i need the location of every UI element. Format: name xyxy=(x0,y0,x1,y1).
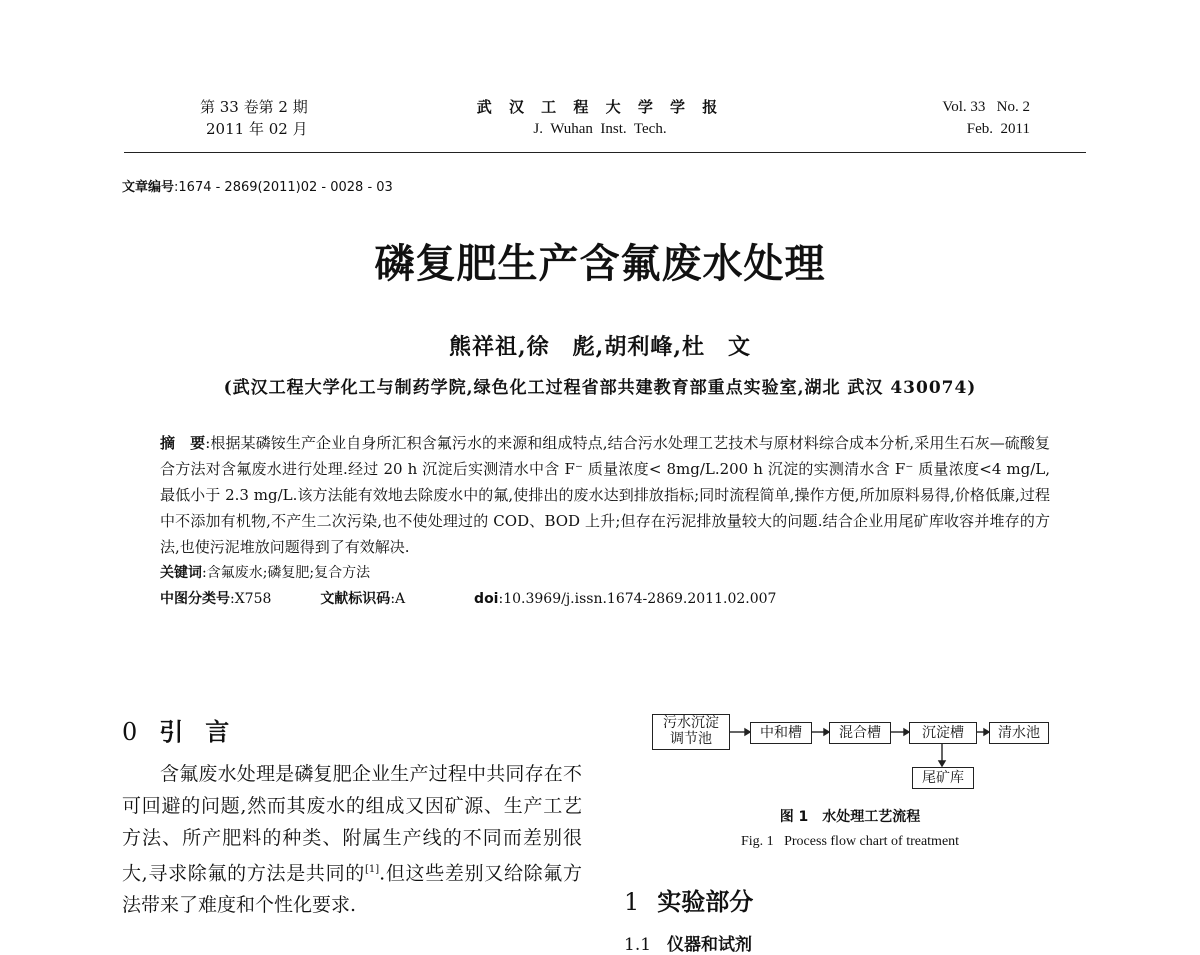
section-0-heading xyxy=(122,712,251,747)
section-1-title: 实验部分 xyxy=(657,888,754,916)
section-1-1-title: 仪器和试剂 xyxy=(667,935,753,955)
clc-label: 中图分类号 xyxy=(160,591,230,607)
keywords-value: :含氟废水;磷复肥;复合方法 xyxy=(202,565,371,581)
doi-value: :10.3969/j.issn.1674-2869.2011.02.007 xyxy=(498,591,777,607)
section-0-paragraph-text: 含氟废水处理是磷复肥企业生产过程中共同存在不可回避的问题,然而其废水的组成又因矿源、生产工艺方法、所产肥料的种类、附属生产线的不同而差别很大,寻求除氟的方法是共同的 xyxy=(122,763,582,885)
doc-code-value: :A xyxy=(390,591,406,607)
article-number xyxy=(122,176,393,195)
header-date-en: Feb. 2011 xyxy=(966,121,1030,137)
section-0-paragraph-end: .但这些差别又给除氟方法带来了难度和个性化要求. xyxy=(122,862,582,917)
flow-box-label: 中和槽 xyxy=(760,725,802,741)
abstract-text: :根据某磷铵生产企业自身所汇积含氟污水的来源和组成特点,结合污水处理工艺技术与原材料综合成本分析,采用生石灰—硫酸复合方法对含氟废水进行处理.经过 20 h 沉淀后实测清水中含 F⁻ 质量浓度< 8mg/L.200 h 沉淀的实测清水含 F⁻ 质量浓度<4 mg/L,最低小于 2.3 mg/L.该方法能有效地去除废水中的氟,使排出的废水达到排放指标;同时流程简单,操作方便,所加原料易得,价格低廉,过程中不添加有机物,不产生二次污染,也不使处理过的 COD、BOD 上升;但存在污泥排放量较大的问题.结合企业用尾矿库收容并堆存的方法,也使污泥堆放问题得到了有效解决. xyxy=(160,434,1050,556)
article-number-label: 文章编号 xyxy=(122,180,175,195)
section-1-heading xyxy=(624,882,753,917)
section-1-number: 1 xyxy=(624,888,640,916)
section-0-number: 0 xyxy=(122,718,138,746)
flow-box-label: 混合槽 xyxy=(839,725,881,741)
header-volume-cn-block xyxy=(200,96,308,140)
figure-1-caption-en: Fig. 1 Process flow chart of treatment xyxy=(740,834,960,849)
header-volume-en-block xyxy=(870,96,1030,140)
paper-authors: 熊祥祖,徐 彪,胡利峰,杜 文 xyxy=(449,334,751,360)
flow-box-neutralization-tank xyxy=(750,722,812,744)
article-number-value: :1674 - 2869(2011)02 - 0028 - 03 xyxy=(174,180,393,195)
header-date-cn: 2011 年 02 月 xyxy=(206,120,308,138)
section-0-paragraph xyxy=(122,758,582,921)
header-journal-cn: 武 汉 工 程 大 学 学 报 xyxy=(476,98,724,116)
flow-box-label: 尾矿库 xyxy=(922,770,964,786)
header-rule xyxy=(124,152,1086,153)
section-1-1-heading xyxy=(624,930,752,955)
figure-1-flowchart xyxy=(650,712,1050,796)
flow-box-label: 清水池 xyxy=(998,725,1040,741)
paper-title: 磷复肥生产含氟废水处理 xyxy=(374,240,826,287)
arrowhead-5 xyxy=(939,761,945,766)
citation-1: [1] xyxy=(364,864,380,875)
section-0-title: 引言 xyxy=(159,718,252,746)
flow-box-mixing-tank xyxy=(829,722,891,744)
flow-box-label: 沉淀槽 xyxy=(922,725,964,741)
abstract-paragraph xyxy=(160,430,1050,560)
flow-box-sedimentation-tank xyxy=(909,722,977,744)
header-journal-en: J. Wuhan Inst. Tech. xyxy=(533,121,667,137)
flow-box-tailings-pond xyxy=(912,767,974,789)
abstract-block xyxy=(160,430,1050,612)
section-0-body xyxy=(122,758,582,921)
doi-label: doi xyxy=(474,591,499,607)
flow-box-settling-pond xyxy=(652,714,730,750)
classification-line xyxy=(160,586,1050,612)
flow-box-label: 污水沉淀 调节池 xyxy=(663,715,719,747)
clc-value: :X758 xyxy=(230,591,272,607)
header-volume-cn: 第 33 卷第 2 期 xyxy=(200,98,308,116)
header-volume-en: Vol. 33 No. 2 xyxy=(942,99,1030,115)
figure-1-caption-cn: 图 1 水处理工艺流程 xyxy=(779,809,921,825)
paper-affiliation: (武汉工程大学化工与制药学院,绿色化工过程省部共建教育部重点实验室,湖北 武汉 430074) xyxy=(223,378,977,398)
keywords-label: 关键词 xyxy=(160,565,202,581)
section-1-1-number: 1.1 xyxy=(624,935,652,955)
doc-code-label: 文献标识码 xyxy=(320,591,391,607)
abstract-label: 摘 要 xyxy=(160,434,206,452)
keywords-line xyxy=(160,560,1050,586)
header-journal-block xyxy=(440,96,760,140)
flow-box-clear-water-pool xyxy=(989,722,1049,744)
